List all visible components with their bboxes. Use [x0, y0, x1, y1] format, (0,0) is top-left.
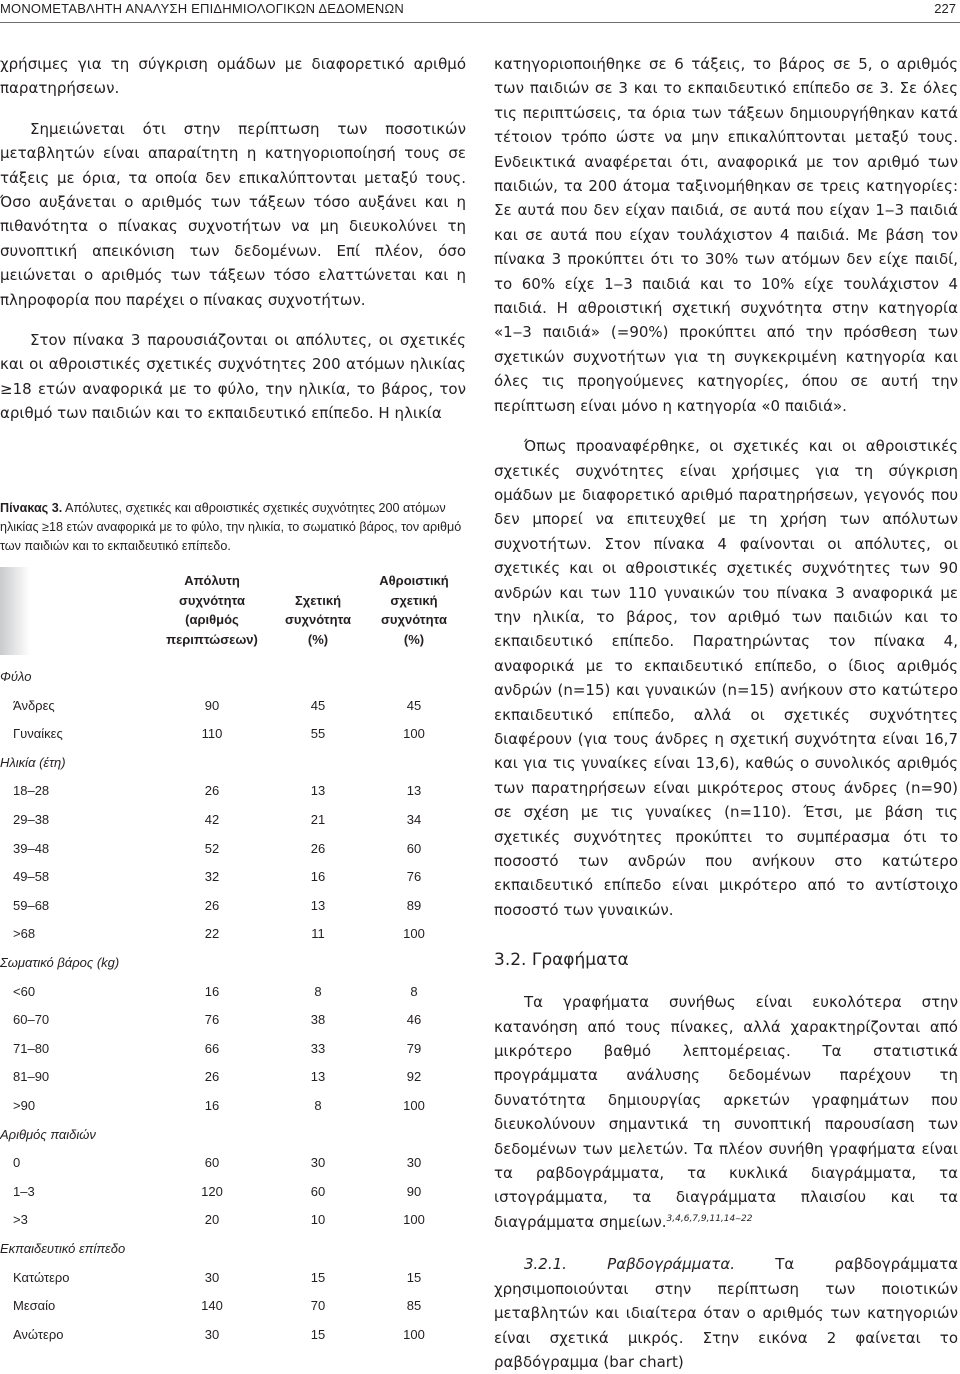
- header-absolute-line-1: Απόλυτη: [184, 573, 240, 588]
- row-label: 49‒58: [13, 869, 50, 885]
- left-paragraph-1: χρήσιμες για τη σύγκριση ομάδων με διαφορετικό αριθμό παρατηρήσεων.: [0, 55, 466, 98]
- row-label: 71‒80: [13, 1040, 50, 1056]
- cumulative-frequency-cell: 100: [403, 1326, 425, 1342]
- header-relative-line-1: Σχετική: [294, 592, 342, 608]
- cumulative-frequency-cell: 45: [406, 697, 422, 713]
- table-row: [0, 1092, 466, 1121]
- header-cumulative-line-4: (%): [403, 631, 425, 647]
- table-row: [0, 978, 466, 1007]
- cumulative-frequency-cell: 85: [406, 1298, 422, 1314]
- cumulative-frequency-cell: 79: [406, 1040, 422, 1056]
- right-paragraph-4: [494, 1252, 958, 1374]
- table-row: [0, 892, 466, 921]
- table-row: [0, 720, 466, 749]
- running-header: [0, 0, 960, 23]
- absolute-frequency-cell: 26: [204, 1069, 220, 1085]
- table-row: [0, 1264, 466, 1293]
- absolute-frequency-cell: 32: [204, 869, 220, 885]
- relative-frequency-cell: 60: [310, 1183, 326, 1199]
- absolute-frequency-cell: 76: [204, 1012, 220, 1028]
- right-paragraph-3-text: Τα γραφήματα συνήθως είναι ευκολότερα στην κατανόηση από τους πίνακες, αλλά χαρακτηρίζονται από μικρότερο βαθμό λεπτομέρειας. Τα στατιστικά προγράμματα ανάλυσης δεδομένων παρέχουν τη δυνατότητα δημιουργίας αρκετών γραφημάτων που διευκολύνουν σημαντικά τη συνοπτική παρουσίαση των δεδομένων των μελετών. Τα πλέον συνήθη γραφήματα είναι τα ραβδογράμματα, τα κυκλικά διαγράμματα, τα ιστογράμματα, τα διαγράμματα πλαισίου και τα διαγράμματα σημείων.: [494, 993, 958, 1231]
- table-row: [0, 1206, 466, 1235]
- table-row: [0, 1178, 466, 1207]
- group-label: Σωματικό βάρος (kg): [0, 955, 120, 970]
- running-header-title: ΜΟΝΟΜΕΤΑΒΛΗΤΗ ΑΝΑΛΥΣΗ ΕΠΙΔΗΜΙΟΛΟΓΙΚΩΝ ΔΕΔΟΜΕΝΩΝ: [0, 1, 405, 16]
- relative-frequency-cell: 11: [311, 926, 325, 942]
- absolute-frequency-cell: 52: [204, 840, 220, 856]
- row-label: >68: [13, 926, 36, 942]
- table-row: [0, 1063, 466, 1092]
- table-group-row: [0, 1235, 466, 1264]
- absolute-frequency-cell: 110: [201, 726, 223, 742]
- header-cumulative-line-1: Αθροιστική: [379, 573, 449, 588]
- relative-frequency-cell: 13: [310, 897, 326, 913]
- frequency-table: [0, 567, 466, 1352]
- left-paragraph-3: Στον πίνακα 3 παρουσιάζονται οι απόλυτες, οι σχετικές και οι αθροιστικές σχετικές συχνότητες 200 ατόμων ηλικίας ≥18 ετών αναφορικά με το φύλο, την ηλικία, το βάρος, τον αριθμό των παιδιών και το εκπαιδευτικό επίπεδο. Η ηλικία: [0, 331, 466, 423]
- cumulative-frequency-cell: 92: [406, 1069, 422, 1085]
- page-number: 227: [934, 1, 956, 16]
- header-relative-line-2: συχνότητα: [285, 612, 351, 627]
- group-label: Εκπαιδευτικό επίπεδο: [0, 1241, 126, 1256]
- table-row: [0, 1006, 466, 1035]
- absolute-frequency-cell: 20: [204, 1212, 220, 1228]
- relative-frequency-cell: 33: [310, 1040, 326, 1056]
- group-label: Φύλο: [0, 669, 32, 684]
- relative-frequency-cell: 16: [310, 869, 326, 885]
- relative-frequency-cell: 8: [314, 983, 322, 999]
- relative-frequency-cell: 70: [310, 1298, 326, 1314]
- relative-frequency-cell: 8: [314, 1098, 322, 1113]
- relative-frequency-cell: 30: [310, 1155, 326, 1171]
- row-label: 0: [13, 1155, 21, 1171]
- cumulative-frequency-cell: 8: [410, 983, 418, 999]
- table-row: [0, 1035, 466, 1064]
- relative-frequency-cell: 55: [310, 726, 326, 742]
- table-group-row: [0, 749, 466, 778]
- table-group-row: [0, 1121, 466, 1150]
- right-column: [494, 52, 958, 1374]
- row-label: 29‒38: [13, 812, 50, 827]
- table-caption-label: Πίνακας 3.: [0, 501, 63, 515]
- right-paragraph-1: κατηγοριοποιήθηκε σε 6 τάξεις, το βάρος σε 5, ο αριθμός των παιδιών σε 3 και το εκπαιδευτικό επίπεδο σε 3. Σε όλες τις περιπτώσεις, τα όρια των τάξεων δημιουργήθηκαν κατά τέτοιον τρόπο ώστε να μην επικαλύπτονται μεταξύ τους. Ενδεικτικά αναφέρεται ότι, αναφορικά με τον αριθμό των παιδιών, τα 200 άτομα ταξινομήθηκαν σε τρεις κατηγορίες: Σε αυτά που δεν είχαν παιδιά, σε αυτά που είχαν 1‒3 παιδιά και σε αυτά που είχαν τουλάχιστον 4 παιδιά. Με βάση τον πίνακα 3 προκύπτει ότι το 30% των ατόμων δεν είχε παιδί, το 60% είχε 1‒3 παιδιά και το 10% είχε τουλάχιστον 4 παιδιά. Η αθροιστική σχετική συχνότητα στην κατηγορία «1‒3 παιδιά» (=90%) προκύπτει από την πρόσθεση των σχετικών συχνοτήτων για τη συγκεκριμένη κατηγορία και όλες τις προηγούμενες κατηγορίες, όπου σε αυτή την περίπτωση είναι μόνο η κατηγορία «0 παιδιά».: [494, 55, 958, 415]
- row-label: 60‒70: [13, 1012, 50, 1028]
- cumulative-frequency-cell: 46: [406, 1012, 422, 1028]
- absolute-frequency-cell: 120: [201, 1183, 223, 1199]
- left-column: [0, 52, 466, 426]
- cumulative-frequency-cell: 89: [406, 897, 422, 913]
- relative-frequency-cell: 13: [310, 783, 326, 799]
- row-label: >3: [13, 1212, 28, 1228]
- header-absolute-line-4: περιπτώσεων): [166, 631, 258, 647]
- row-label: 1‒3: [13, 1183, 35, 1199]
- relative-frequency-cell: 26: [310, 840, 326, 856]
- section-title: 3.2. Γραφήματα: [494, 950, 629, 971]
- header-absolute-frequency: [150, 571, 274, 649]
- header-cumulative-frequency: [364, 571, 464, 649]
- absolute-frequency-cell: 60: [204, 1155, 220, 1171]
- absolute-frequency-cell: 26: [204, 897, 220, 913]
- row-label: >90: [13, 1098, 36, 1113]
- table-row: [0, 692, 466, 721]
- right-paragraph-4-text: Τα ραβδογράμματα χρησιμοποιούνται στην περίπτωση των ποιοτικών μεταβλητών και ιδιαίτερα όταν ο αριθμός των κατηγοριών είναι σχετικά μικρός. Στην εικόνα 2 φαίνεται το ραβδόγραμμα (bar chart): [494, 1255, 958, 1371]
- absolute-frequency-cell: 16: [204, 1098, 220, 1113]
- row-label: Μεσαίο: [13, 1298, 56, 1314]
- cumulative-frequency-cell: 13: [406, 783, 422, 799]
- row-label: Άνδρες: [13, 697, 55, 713]
- table-group-row: [0, 663, 466, 692]
- cumulative-frequency-cell: 100: [403, 1212, 425, 1228]
- table-row: [0, 806, 466, 835]
- cumulative-frequency-cell: 100: [403, 1098, 425, 1113]
- row-label: Γυναίκες: [13, 726, 63, 742]
- relative-frequency-cell: 13: [310, 1069, 326, 1085]
- row-label: 59‒68: [13, 897, 50, 913]
- absolute-frequency-cell: 22: [204, 926, 220, 942]
- table-row: [0, 1292, 466, 1321]
- table-row: [0, 920, 466, 949]
- relative-frequency-cell: 45: [310, 697, 326, 713]
- absolute-frequency-cell: 66: [204, 1040, 220, 1056]
- row-label: 18‒28: [13, 783, 50, 799]
- table-row: [0, 1149, 466, 1178]
- table-group-row: [0, 949, 466, 978]
- row-label: 81‒90: [13, 1069, 50, 1085]
- group-label: Αριθμός παιδιών: [0, 1126, 96, 1142]
- header-cumulative-line-3: συχνότητα: [381, 612, 447, 627]
- table-header-shade: [0, 567, 30, 655]
- group-label: Ηλικία (έτη): [0, 754, 66, 770]
- absolute-frequency-cell: 30: [204, 1269, 220, 1285]
- relative-frequency-cell: 21: [310, 812, 326, 827]
- absolute-frequency-cell: 26: [204, 783, 220, 799]
- table-caption-text: Απόλυτες, σχετικές και αθροιστικές σχετικές συχνότητες 200 ατόμων ηλικίας ≥18 ετών αναφορικά με το φύλο, την ηλικία, το σωματικό βάρος, τον αριθμό των παιδιών και το εκπαιδευτικό επίπεδο.: [0, 501, 462, 553]
- cumulative-frequency-cell: 100: [403, 926, 425, 942]
- subsection-title: 3.2.1. Ραβδογράμματα.: [524, 1255, 735, 1274]
- relative-frequency-cell: 15: [310, 1326, 326, 1342]
- header-relative-line-3: (%): [307, 631, 329, 647]
- left-paragraph-2: Σημειώνεται ότι στην περίπτωση των ποσοτικών μεταβλητών είναι απαραίτητη η κατηγοριοποίησή τους σε τάξεις με όρια, τα οποία δεν επικαλύπτονται μεταξύ τους. Όσο αυξάνεται ο αριθμός των τάξεων τόσο αυξάνει και η πιθανότητα ο πίνακας συχνοτήτων να μη διευκολύνει τη συνοπτική απεικόνιση των δεδομένων. Επί πλέον, όσο μειώνεται ο αριθμός των τάξεων τόσο ελαττώνεται και η πληροφορία που παρέχει ο πίνακας συχνοτήτων.: [0, 119, 466, 309]
- header-absolute-line-2: συχνότητα: [179, 592, 245, 608]
- absolute-frequency-cell: 42: [204, 812, 220, 827]
- table-row: [0, 835, 466, 864]
- table-caption: [0, 499, 466, 555]
- absolute-frequency-cell: 140: [201, 1298, 223, 1314]
- cumulative-frequency-cell: 60: [406, 840, 422, 856]
- row-label: Κατώτερο: [13, 1269, 70, 1285]
- right-paragraph-2: Όπως προαναφέρθηκε, οι σχετικές και οι αθροιστικές σχετικές συχνότητες είναι χρήσιμες για τη σύγκριση ομάδων με διαφορετικό αριθμό παρατηρήσεων, γεγονός που δεν μπορεί να επιτευχθεί με τη χρήση των απόλυτων συχνοτήτων. Στον πίνακα 4 φαίνονται οι απόλυτες, οι σχετικές και οι αθροιστικές σχετικές συχνότητες των 90 ανδρών και των 110 γυναικών του πίνακα 3 αναφορικά με την ηλικία, το βάρος, τον αριθμό των παιδιών και το εκπαιδευτικό επίπεδο. Παρατηρώντας τον πίνακα 4, αναφορικά με το εκπαιδευτικό επίπεδο, ο ίδιος αριθμός ανδρών (n=15) και γυναικών (n=15) ανήκουν στο κατώτερο εκπαιδευτικό επίπεδο, αλλά οι σχετικές συχνότητες διαφέρουν (για τους άνδρες η σχετική συχνότητα είναι 16,7 και για τις γυναίκες είναι 13,6), καθώς ο συνολικός αριθμός των παρατηρήσεων είναι μικρότερος στους άνδρες (n=90) σε σχέση με τις γυναίκες (n=110). Έτσι, με βάση τις σχετικές συχνότητες προκύπτει το συμπέρασμα ότι το ποσοστό των ανδρών που ανήκουν στο κατώτερο εκπαιδευτικό επίπεδο είναι μικρότερο από το αντίστοιχο ποσοστό των γυναικών.: [494, 437, 958, 919]
- table-row: [0, 863, 466, 892]
- cumulative-frequency-cell: 90: [406, 1183, 422, 1199]
- header-absolute-line-3: (αριθμός: [185, 612, 239, 627]
- relative-frequency-cell: 10: [310, 1212, 326, 1228]
- cumulative-frequency-cell: 15: [406, 1269, 422, 1285]
- cumulative-frequency-cell: 34: [406, 812, 422, 827]
- relative-frequency-cell: 38: [310, 1012, 326, 1028]
- right-paragraph-3: [494, 990, 958, 1234]
- cumulative-frequency-cell: 100: [403, 726, 425, 742]
- row-label: <60: [13, 983, 36, 999]
- absolute-frequency-cell: 90: [204, 697, 220, 713]
- absolute-frequency-cell: 16: [204, 983, 220, 999]
- absolute-frequency-cell: 30: [204, 1326, 220, 1342]
- cumulative-frequency-cell: 30: [406, 1155, 422, 1171]
- header-relative-frequency: [268, 591, 368, 650]
- row-label: Ανώτερο: [13, 1326, 64, 1342]
- table-row: [0, 777, 466, 806]
- row-label: 39‒48: [13, 840, 50, 856]
- cumulative-frequency-cell: 76: [406, 869, 422, 885]
- relative-frequency-cell: 15: [310, 1269, 326, 1285]
- header-cumulative-line-2: σχετική: [390, 592, 438, 608]
- table-row: [0, 1321, 466, 1350]
- citation-refs: 3,4,6,7,9,11,14‒22: [666, 1213, 753, 1224]
